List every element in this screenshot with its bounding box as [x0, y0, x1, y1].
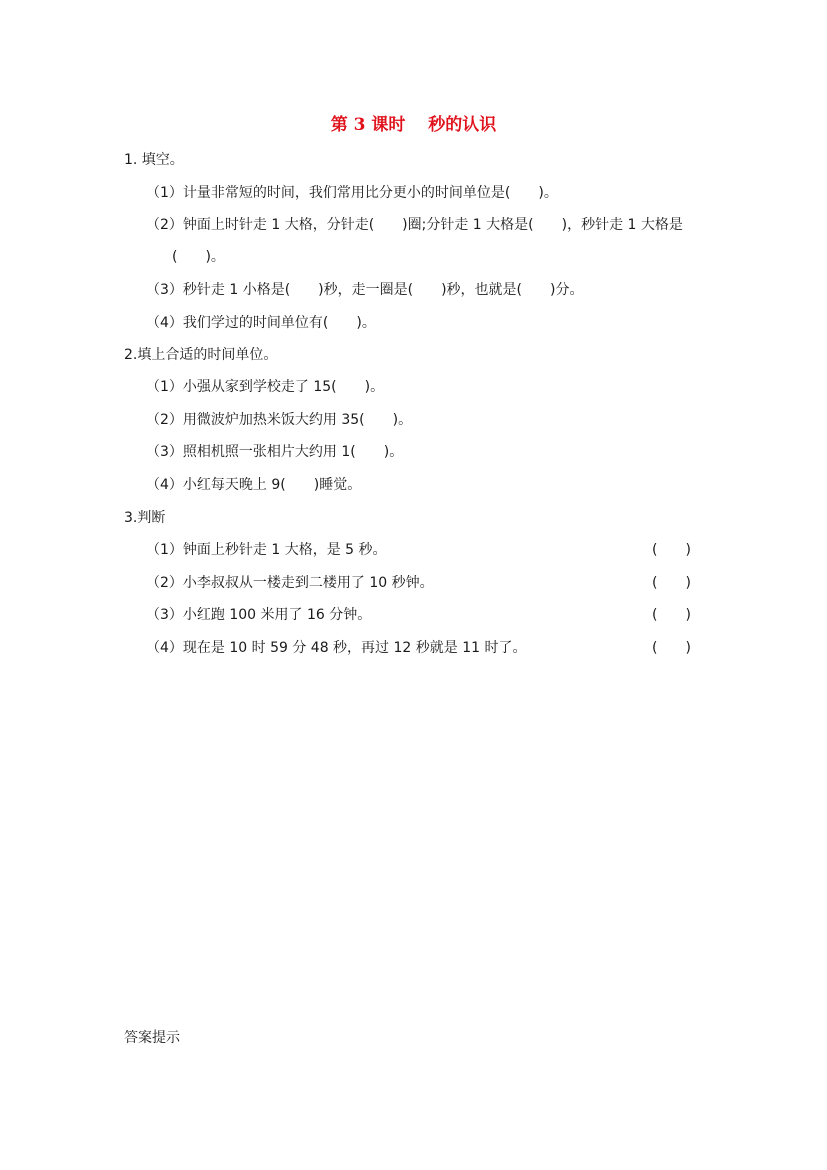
- judgement-blank-3: ( ): [652, 607, 691, 623]
- question-3-1: （1）钟面上秒针走 1 大格，是 5 秒。: [146, 542, 387, 558]
- answer-heading: 答案提示: [124, 1030, 180, 1046]
- question-2-2: （2）用微波炉加热米饭大约用 35( )。: [146, 412, 413, 428]
- question-1-3: （3）秒针走 1 小格是( )秒，走一圈是( )秒，也就是( )分。: [146, 282, 584, 298]
- question-3-4: （4）现在是 10 时 59 分 48 秒，再过 12 秒就是 11 时了。: [146, 640, 527, 656]
- question-2-1: （1）小强从家到学校走了 15( )。: [146, 379, 385, 395]
- section-1-heading: 1. 填空。: [124, 152, 184, 168]
- question-1-1: （1）计量非常短的时间，我们常用比分更小的时间单位是( )。: [146, 185, 558, 201]
- section-3-heading: 3.判断: [124, 510, 166, 526]
- question-1-2-continued: ( )。: [172, 249, 225, 265]
- page-title: 第 3 课时 秒的认识: [330, 115, 497, 135]
- section-2-heading: 2.填上合适的时间单位。: [124, 347, 278, 363]
- question-2-3: （3）照相机照一张相片大约用 1( )。: [146, 444, 404, 460]
- question-2-4: （4）小红每天晚上 9( )睡觉。: [146, 477, 362, 493]
- question-1-4: （4）我们学过的时间单位有( )。: [146, 315, 376, 331]
- question-3-3: （3）小红跑 100 米用了 16 分钟。: [146, 607, 372, 623]
- judgement-blank-1: ( ): [652, 542, 691, 558]
- question-1-2: （2）钟面上时针走 1 大格，分针走( )圈;分针走 1 大格是( )，秒针走 1 大格是: [146, 217, 683, 233]
- judgement-blank-4: ( ): [652, 640, 691, 656]
- question-3-2: （2）小李叔叔从一楼走到二楼用了 10 秒钟。: [146, 575, 434, 591]
- judgement-blank-2: ( ): [652, 575, 691, 591]
